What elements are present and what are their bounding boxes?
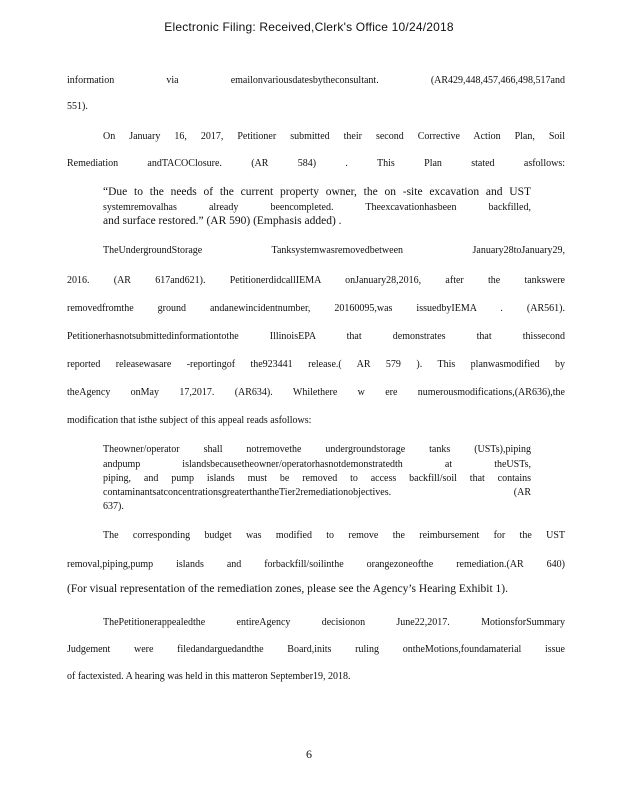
body-line: of factexisted. A hearing was held in this matteron September19, 2018. — [67, 671, 351, 682]
body-line: information via emailonvariousdatesbytheconsultant. (AR429,448,457,466,498,517and — [67, 75, 565, 86]
block-quote-line: and surface restored.” (AR 590) (Emphasis added) . — [103, 215, 342, 227]
electronic-filing-header: Electronic Filing: Received,Clerk's Office 10/24/2018 — [164, 20, 454, 34]
body-line: 2016. (AR 617and621). PetitionerdidcallIEMA onJanuary28,2016, after the tankswere — [67, 275, 565, 286]
body-line: ThePetitionerappealedthe entireAgency decisionon June22,2017. MotionsforSummary — [103, 617, 565, 628]
body-line: Remediation andTACOClosure. (AR 584) . This Plan stated asfollows: — [67, 158, 565, 169]
block-quote-line: Theowner/operator shall notremovethe undergroundstorage tanks (USTs),piping — [103, 444, 531, 455]
body-line: Judgement were filedandarguedandthe Board,inits ruling ontheMotions,foundamaterial issue — [67, 644, 565, 655]
block-quote-line: andpump islandsbecausetheowner/operatorhasnotdemonstratedth at theUSTs, — [103, 459, 531, 470]
block-quote-line: “Due to the needs of the current property owner, the on -site excavation and UST — [103, 186, 531, 198]
body-line: theAgency onMay 17,2017. (AR634). Whilethere w ere numerousmodifications,(AR636),the — [67, 387, 565, 398]
body-line: reported releasewasare -reportingof the923441 release.( AR 579 ). This planwasmodified by — [67, 359, 565, 370]
body-line: Petitionerhasnotsubmittedinformationtothe IllinoisEPA that demonstrates that thissecond — [67, 331, 565, 342]
page-number: 6 — [306, 747, 312, 761]
body-line: 551). — [67, 101, 88, 112]
block-quote-line: 637). — [103, 501, 124, 512]
block-quote-line: systemremovalhas already beencompleted. Theexcavationhasbeen backfilled, — [103, 202, 531, 213]
block-quote-line: contaminantsatconcentrationsgreaterthantheTier2remediationobjectives. (AR — [103, 487, 531, 498]
body-line: The corresponding budget was modified to remove the reimbursement for the UST — [103, 530, 565, 541]
body-line: removedfromthe ground andanewincidentnumber, 20160095,was issuedbyIEMA . (AR561). — [67, 303, 565, 314]
body-line: TheUndergroundStorage Tanksystemwasremovedbetween January28toJanuary29, — [103, 245, 565, 256]
body-line: modification that isthe subject of this appeal reads asfollows: — [67, 415, 312, 426]
body-line: removal,piping,pump islands and forbackfill/soilinthe orangezoneofthe remediation.(AR 640) — [67, 559, 565, 570]
block-quote-line: piping, and pump islands must be removed to access backfill/soil that contains — [103, 473, 531, 484]
body-line: On January 16, 2017, Petitioner submitted their second Corrective Action Plan, Soil — [103, 131, 565, 142]
exhibit-note-line: (For visual representation of the remediation zones, please see the Agency’s Hearing Exhibit 1). — [67, 583, 509, 595]
